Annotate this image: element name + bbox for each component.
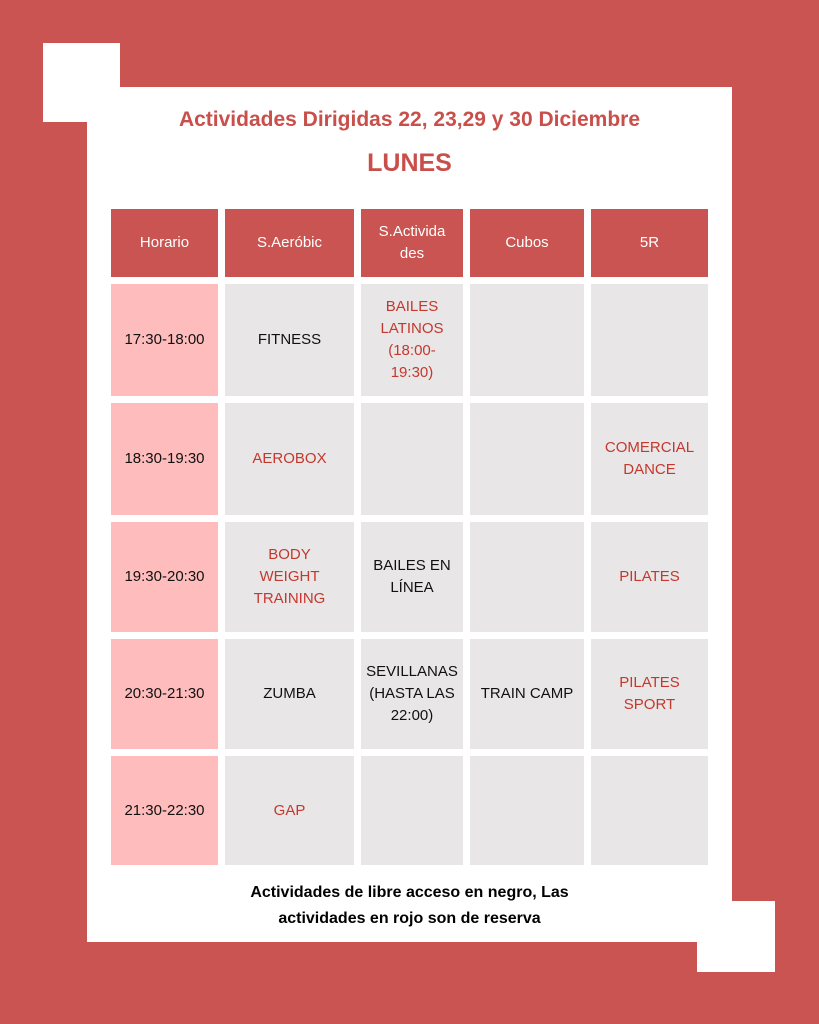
column-header-s-actividades: S.Activida des (361, 209, 463, 277)
empty-cell (361, 403, 463, 515)
activity-cell: BAILES LATINOS (18:00- 19:30) (361, 284, 463, 396)
empty-cell (470, 284, 584, 396)
schedule-table (111, 209, 708, 866)
legend-note-line-1: Actividades de libre acceso en negro, Las (250, 884, 569, 901)
column-header-5r: 5R (591, 209, 708, 277)
activity-cell: ZUMBA (225, 639, 354, 749)
empty-cell (591, 756, 708, 865)
empty-cell (470, 756, 584, 865)
activity-cell: COMERCIAL DANCE (591, 403, 708, 515)
activity-cell: PILATES (591, 522, 708, 632)
column-header-horario: Horario (111, 209, 218, 277)
activity-cell: PILATES SPORT (591, 639, 708, 749)
column-header-s-aerobic: S.Aeróbic (225, 209, 354, 277)
time-slot: 21:30-22:30 (111, 756, 218, 865)
activity-cell: GAP (225, 756, 354, 865)
time-slot: 20:30-21:30 (111, 639, 218, 749)
activity-cell: BAILES EN LÍNEA (361, 522, 463, 632)
activity-cell: BODY WEIGHT TRAINING (225, 522, 354, 632)
column-header-cubos: Cubos (470, 209, 584, 277)
empty-cell (470, 403, 584, 515)
time-slot: 18:30-19:30 (111, 403, 218, 515)
activity-cell: AEROBOX (225, 403, 354, 515)
activity-cell: SEVILLANAS (HASTA LAS 22:00) (361, 639, 463, 749)
activity-cell: FITNESS (225, 284, 354, 396)
activity-cell: TRAIN CAMP (470, 639, 584, 749)
empty-cell (591, 284, 708, 396)
time-slot: 17:30-18:00 (111, 284, 218, 396)
page-title: Actividades Dirigidas 22, 23,29 y 30 Diciembre (178, 108, 641, 131)
day-heading: LUNES (367, 149, 452, 177)
empty-cell (361, 756, 463, 865)
legend-note-line-2: actividades en rojo son de reserva (278, 910, 541, 927)
empty-cell (470, 522, 584, 632)
time-slot: 19:30-20:30 (111, 522, 218, 632)
legend-note (87, 880, 732, 932)
